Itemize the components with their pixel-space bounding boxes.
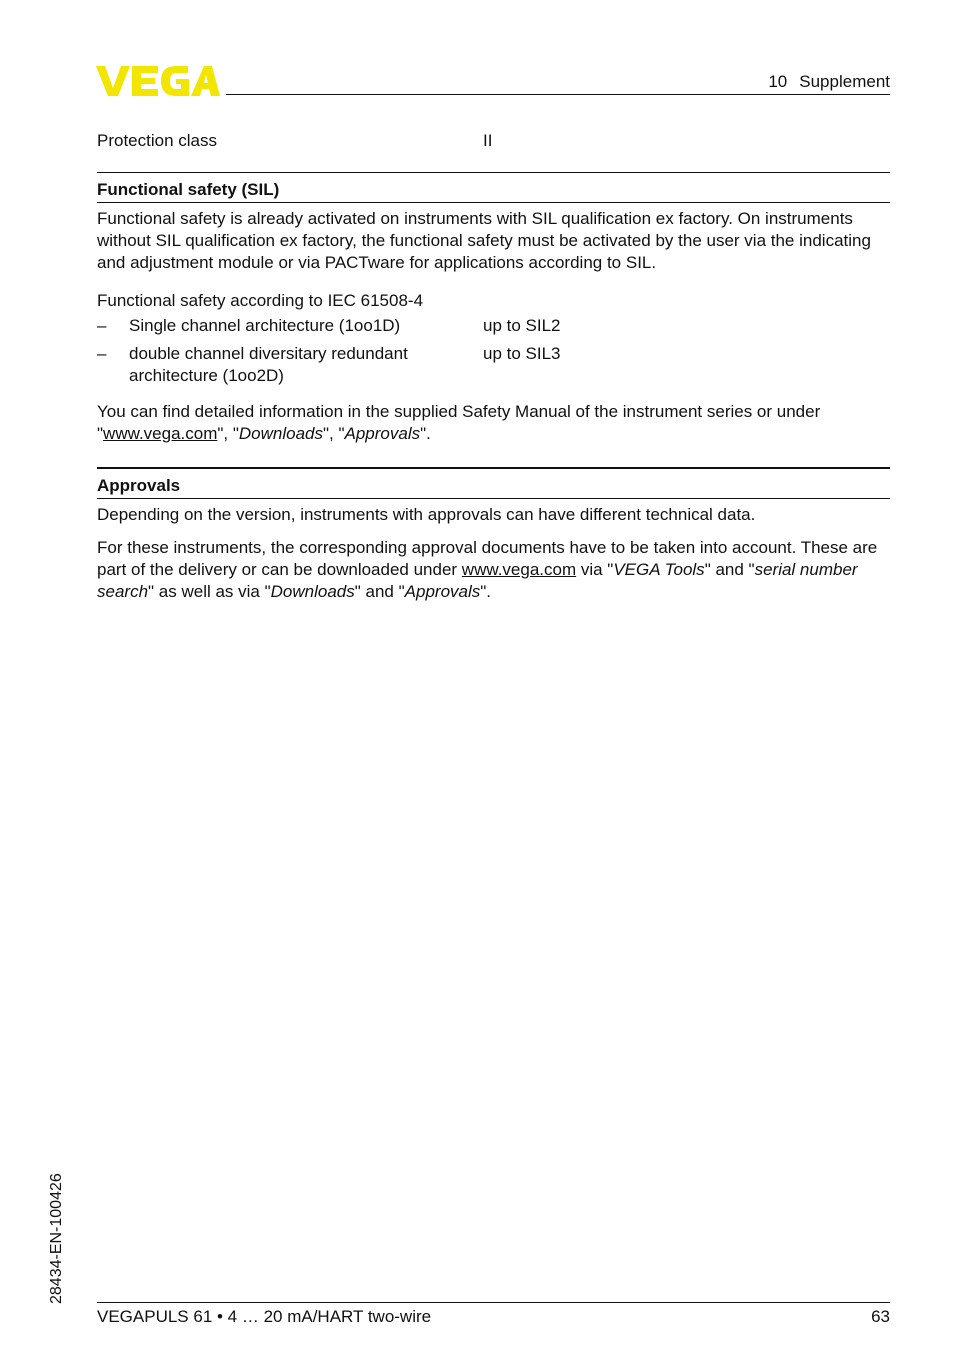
protection-class-label: Protection class [97,131,217,150]
text-fragment: via " [576,560,614,579]
page-number: 63 [871,1307,890,1326]
sil-item-value: up to SIL3 [483,344,561,363]
text-fragment: " and " [354,582,405,601]
section-rule [97,202,890,203]
bullet-dash: – [97,344,107,363]
section-rule [97,498,890,499]
sil-item-single-channel [97,315,890,337]
protection-class-value: II [483,131,493,150]
sil-info-paragraph [97,401,890,445]
sil-item-double-channel [97,343,890,387]
text-fragment: ". [420,424,431,443]
downloads-term: Downloads [238,424,323,443]
approvals-section-title: Approvals [97,476,181,495]
document-code: 28434-EN-100426 [48,1173,65,1304]
vega-logo [96,64,220,98]
sil-item-label: double channel diversitary redundant architecture (1oo2D) [129,344,408,385]
sil-standard-label: Functional safety according to IEC 61508-4 [97,291,424,310]
serial-search-term: serial number search [97,560,858,601]
text-fragment: ", " [217,424,239,443]
header-rule [226,94,890,95]
vega-website-link[interactable]: www.vega.com [103,424,218,443]
sil-section-title: Functional safety (SIL) [97,180,280,199]
text-fragment: ". [480,582,492,601]
footer-product: VEGAPULS 61 • 4 … 20 mA/HART two-wire [97,1307,432,1326]
vega-website-link[interactable]: www.vega.com [461,560,577,579]
sil-item-label: Single channel architecture (1oo1D) [129,316,401,335]
text-fragment: For these instruments, the corresponding approval documents have to be taken into account. These are part of the delivery or can be downloaded under [97,538,878,579]
bullet-dash: – [97,316,107,335]
text-fragment: " and " [704,560,755,579]
chapter-heading [768,72,890,92]
sil-item-value: up to SIL2 [483,316,561,335]
vega-tools-term: VEGA Tools [613,560,705,579]
downloads-term: Downloads [270,582,355,601]
text-fragment: " as well as via " [148,582,271,601]
section-rule [97,172,890,173]
chapter-title: Supplement [799,72,890,91]
sil-intro-paragraph: Functional safety is already activated on instruments with SIL qualification ex factory. On instruments without SIL qualification ex factory, the functional safety must be activated by the user via the indicating and adjustment module or via PACTware for applications according to SIL. [97,209,871,272]
approvals-term: Approvals [344,424,421,443]
section-rule [97,467,890,469]
approvals-paragraph-1: Depending on the version, instruments with approvals can have different technical data. [97,505,756,524]
text-fragment: ", " [323,424,345,443]
chapter-number: 10 [768,72,788,91]
footer-rule [97,1302,890,1303]
text-fragment: You can find detailed information in the supplied Safety Manual of the instrument series or under " [97,402,821,443]
approvals-paragraph-2 [97,537,890,603]
protection-class-row [97,130,890,152]
approvals-term: Approvals [404,582,481,601]
